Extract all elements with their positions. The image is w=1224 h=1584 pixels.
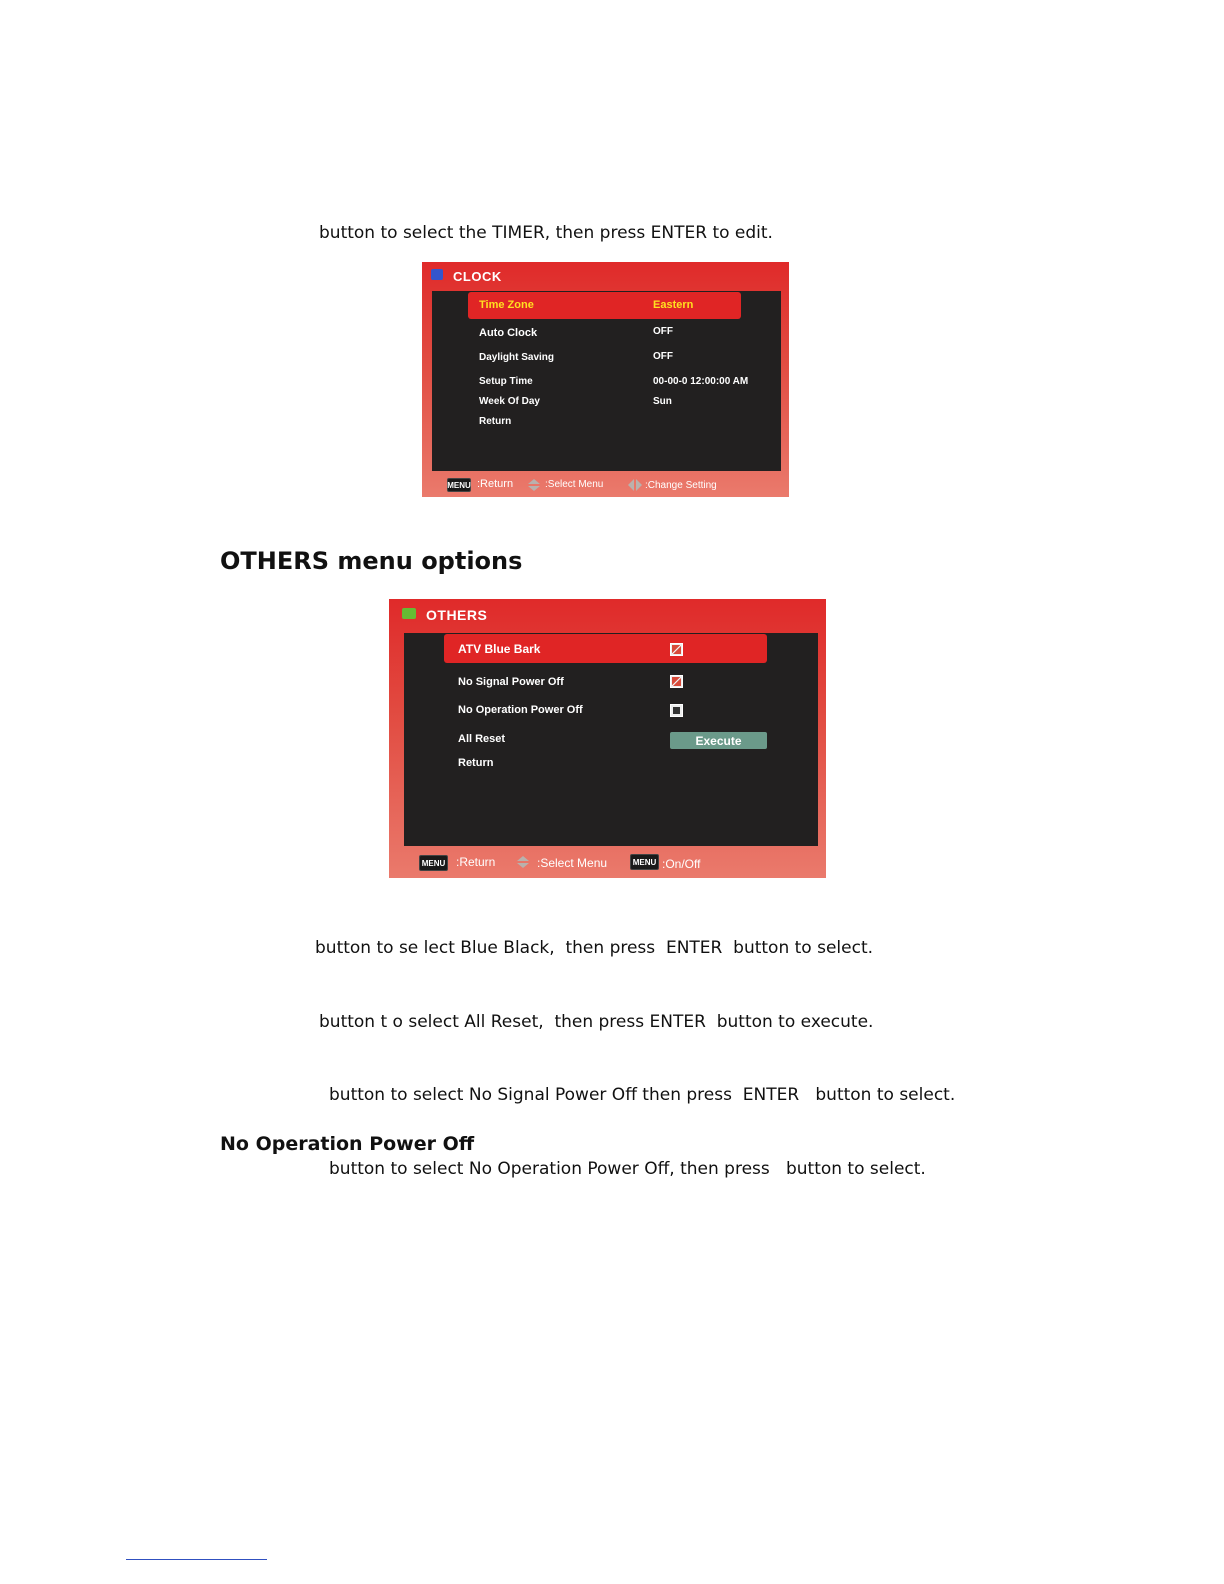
others-row-atv-blue-bark-label[interactable]: ATV Blue Bark (458, 642, 541, 656)
clock-row-week-of-day-value[interactable]: Sun (653, 396, 672, 407)
clock-menu-body (432, 291, 781, 471)
others-menu-panel (389, 599, 826, 878)
no-signal-instruction: button to select No Signal Power Off then press ENTER button to select. (329, 1085, 956, 1105)
clock-footer-change: :Change Setting (645, 480, 717, 491)
clock-row-setup-time-value[interactable]: 00-00-0 12:00:00 AM (653, 376, 749, 387)
others-menu-body (404, 633, 818, 846)
clock-footer-return: :Return (477, 478, 514, 490)
others-row-return-label[interactable]: Return (458, 757, 494, 769)
timer-instruction: button to select the TIMER, then press ENTER to edit. (319, 223, 773, 243)
clock-row-auto-clock-value[interactable]: OFF (653, 326, 673, 337)
up-down-arrow-icon (528, 479, 540, 491)
clock-row-time-zone-value[interactable]: Eastern (653, 299, 694, 311)
execute-button[interactable]: Execute (670, 732, 767, 749)
menu-key-icon-2: MENU (630, 854, 659, 870)
others-row-all-reset-label[interactable]: All Reset (458, 733, 506, 745)
others-footer-onoff: :On/Off (662, 857, 701, 871)
others-menu-heading: OTHERS menu options (220, 547, 523, 575)
menu-key-icon: MENU (419, 855, 448, 871)
clock-row-auto-clock-label[interactable]: Auto Clock (479, 327, 538, 339)
clock-row-daylight-saving-label[interactable]: Daylight Saving (479, 352, 555, 363)
no-operation-heading: No Operation Power Off (220, 1133, 475, 1155)
others-icon (402, 608, 416, 619)
clock-icon (431, 269, 443, 280)
others-row-no-operation-label[interactable]: No Operation Power Off (458, 704, 583, 716)
clock-row-week-of-day-label[interactable]: Week Of Day (479, 396, 540, 407)
clock-row-daylight-saving-value[interactable]: OFF (653, 351, 673, 362)
others-footer-return: :Return (456, 855, 496, 869)
all-reset-instruction: button t o select All Reset, then press ENTER button to execute. (319, 1012, 874, 1032)
clock-row-return-label[interactable]: Return (479, 416, 512, 427)
clock-footer-select: :Select Menu (545, 479, 604, 490)
left-right-arrow-icon (628, 479, 642, 491)
clock-menu-panel (422, 262, 789, 497)
blue-black-instruction: button to se lect Blue Black, then press ENTER button to select. (315, 938, 874, 958)
menu-key-icon: MENU (447, 478, 471, 492)
no-signal-power-off-checkbox[interactable] (670, 675, 683, 688)
atv-blue-bark-checkbox[interactable] (670, 643, 683, 656)
others-row-no-signal-label[interactable]: No Signal Power Off (458, 676, 564, 688)
clock-menu-title: CLOCK (453, 269, 502, 284)
others-footer-select: :Select Menu (537, 856, 608, 870)
footer-rule (126, 1559, 267, 1560)
others-menu-title: OTHERS (426, 607, 488, 623)
up-down-arrow-icon (517, 856, 529, 868)
no-operation-instruction: button to select No Operation Power Off, then press button to select. (329, 1159, 926, 1179)
clock-row-setup-time-label[interactable]: Setup Time (479, 376, 533, 387)
clock-row-time-zone-label[interactable]: Time Zone (479, 299, 534, 311)
no-operation-power-off-checkbox[interactable] (670, 704, 683, 717)
